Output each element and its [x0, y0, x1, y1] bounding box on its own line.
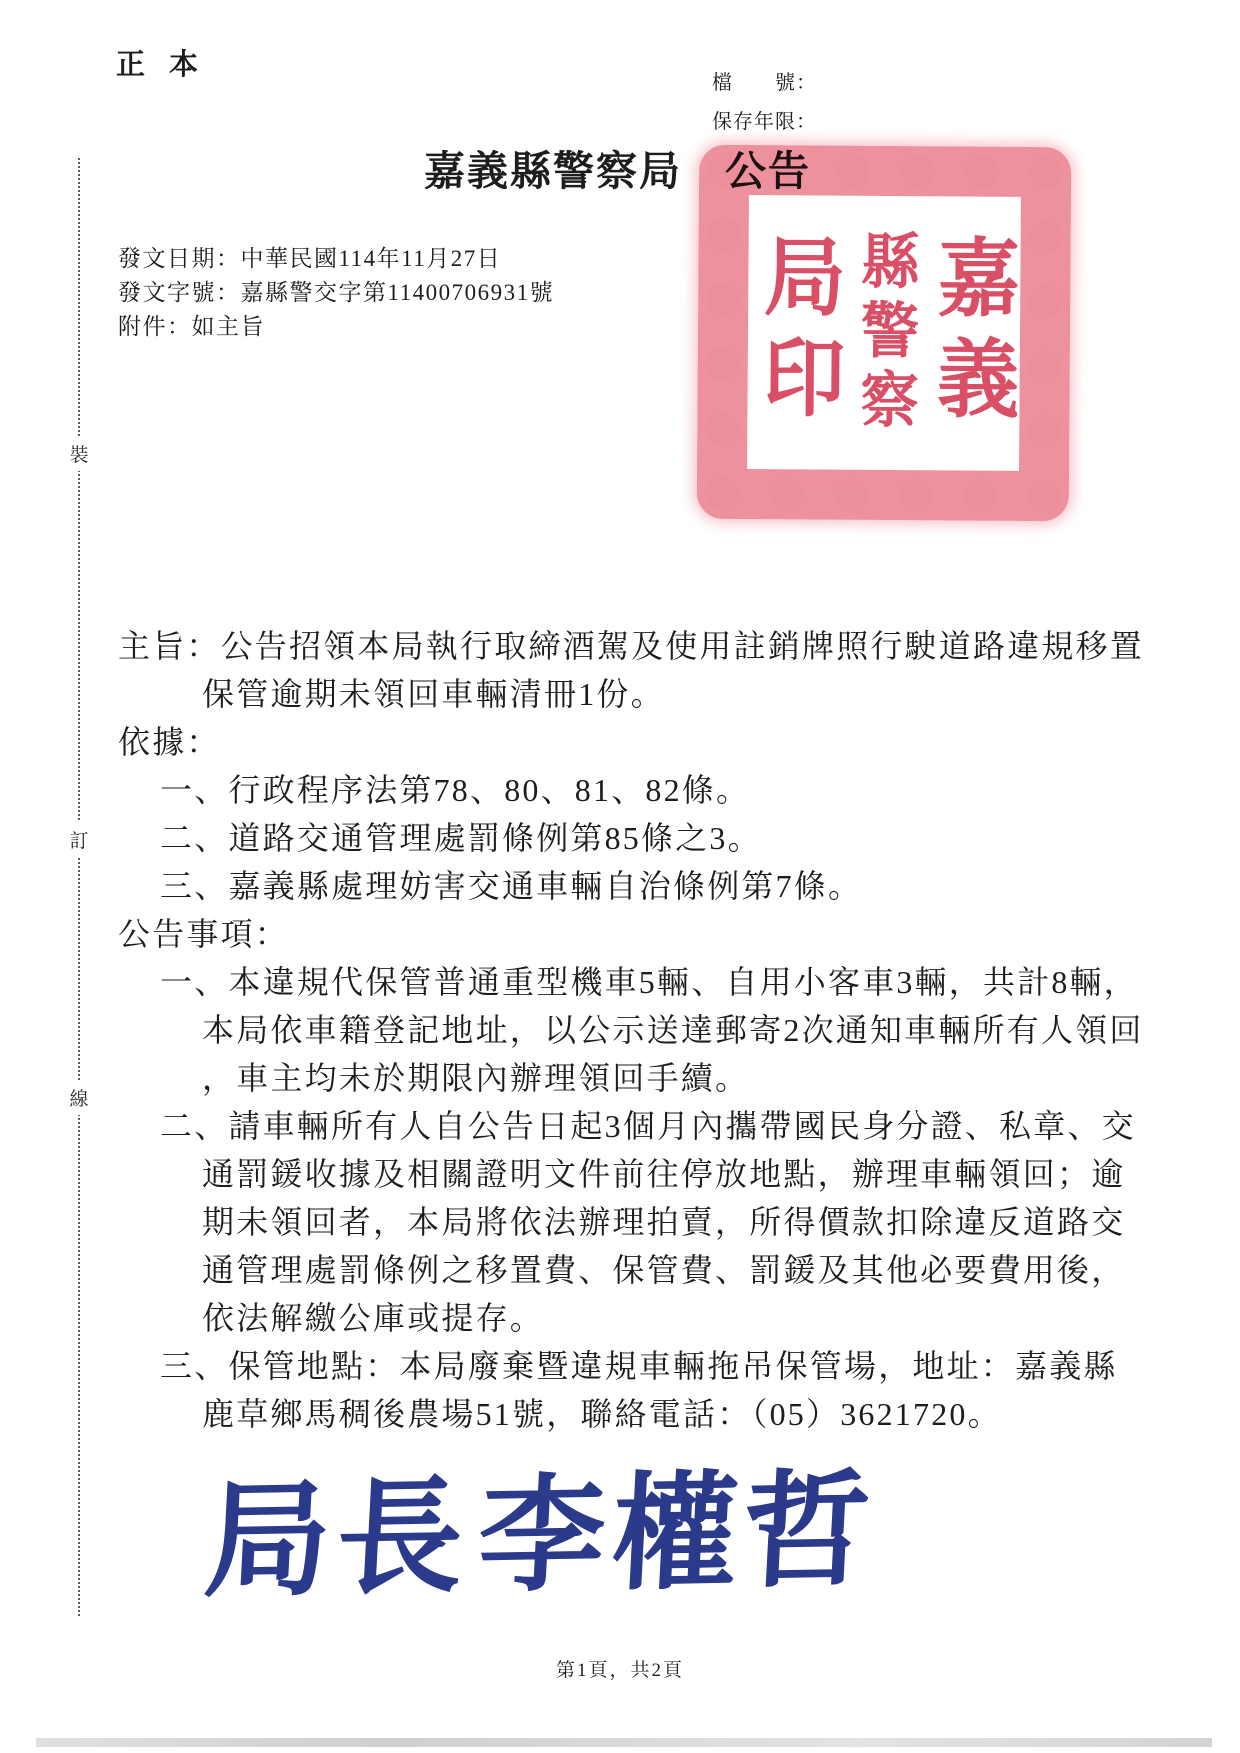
dispatch-meta-block	[118, 242, 554, 344]
seal-column-middle: 縣警察	[851, 228, 918, 438]
subject-label: 主旨：	[118, 628, 221, 664]
seal-column-left: 局印	[751, 231, 844, 434]
item-number: 一、	[160, 964, 229, 1000]
announcement-item	[118, 1342, 1150, 1438]
item-number: 二、	[160, 1108, 229, 1144]
announcement-body	[118, 622, 1150, 1438]
item-number: 三、	[160, 1348, 229, 1384]
item-text: 行政程序法第78、80、81、82條。	[228, 772, 751, 808]
announcement-item	[118, 958, 1150, 1102]
announcements-label: 公告事項：	[118, 916, 290, 952]
signature-title: 局長	[201, 1469, 473, 1613]
copy-type-label: 正本	[116, 49, 223, 81]
item-text: 本違規代保管普通重型機車5輛、自用小客車3輛，共計8輛，本局依車籍登記地址，以公示送達郵寄2次通知車輛所有人領回，車主均未於期限內辦理領回手續。	[202, 964, 1144, 1096]
page-indicator: 第1頁，共2頁	[555, 1660, 684, 1681]
item-number: 一、	[160, 772, 229, 808]
attachment-note: 附件：如主旨	[118, 314, 265, 339]
item-number: 三、	[160, 868, 229, 904]
binding-mark-zhuang: 裝	[64, 436, 94, 471]
signature-name: 李權哲	[475, 1462, 880, 1609]
binding-mark-ding: 訂	[64, 822, 94, 857]
official-seal	[697, 145, 1072, 522]
item-text: 嘉義縣處理妨害交通車輛自治條例第7條。	[228, 868, 863, 904]
basis-label: 依據：	[118, 724, 221, 760]
archive-info-block	[712, 64, 817, 142]
file-number-label: 檔 號：	[712, 72, 817, 94]
item-number: 二、	[160, 820, 229, 856]
announcement-item	[118, 1102, 1150, 1342]
subject-text: 公告招領本局執行取締酒駕及使用註銷牌照行駛道路違規移置保管逾期未領回車輛清冊1份。	[202, 628, 1145, 712]
seal-text	[751, 203, 1018, 463]
item-text: 保管地點：本局廢棄暨違規車輛拖吊保管場，地址：嘉義縣鹿草鄉馬稠後農場51號，聯絡電話：（05）3621720。	[202, 1348, 1118, 1432]
binding-dotted-line	[78, 158, 80, 1616]
basis-item	[118, 862, 1150, 910]
document-title: 嘉義縣警察局 公告	[424, 148, 811, 194]
item-text: 道路交通管理處罰條例第85條之3。	[228, 820, 762, 856]
subject-paragraph	[118, 622, 1150, 718]
basis-item	[118, 766, 1150, 814]
basis-item	[118, 814, 1150, 862]
dispatch-date: 發文日期：中華民國114年11月27日	[118, 246, 502, 271]
dispatch-number: 發文字號：嘉縣警交字第11400706931號	[118, 280, 555, 305]
seal-column-right: 嘉義	[925, 232, 1018, 435]
binding-mark-xian: 線	[64, 1080, 94, 1115]
director-signature	[200, 1452, 879, 1624]
item-text: 請車輛所有人自公告日起3個月內攜帶國民身分證、私章、交通罰鍰收據及相關證明文件前往停放地點，辦理車輛領回；逾期未領回者，本局將依法辦理拍賣，所得價款扣除違反道路交通管理處罰條例之移置費、保管費、罰鍰及其他必要費用後，依法解繳公庫或提存。	[202, 1108, 1136, 1336]
retention-period-label: 保存年限：	[712, 111, 817, 133]
scan-artifact-bar	[36, 1738, 1212, 1747]
